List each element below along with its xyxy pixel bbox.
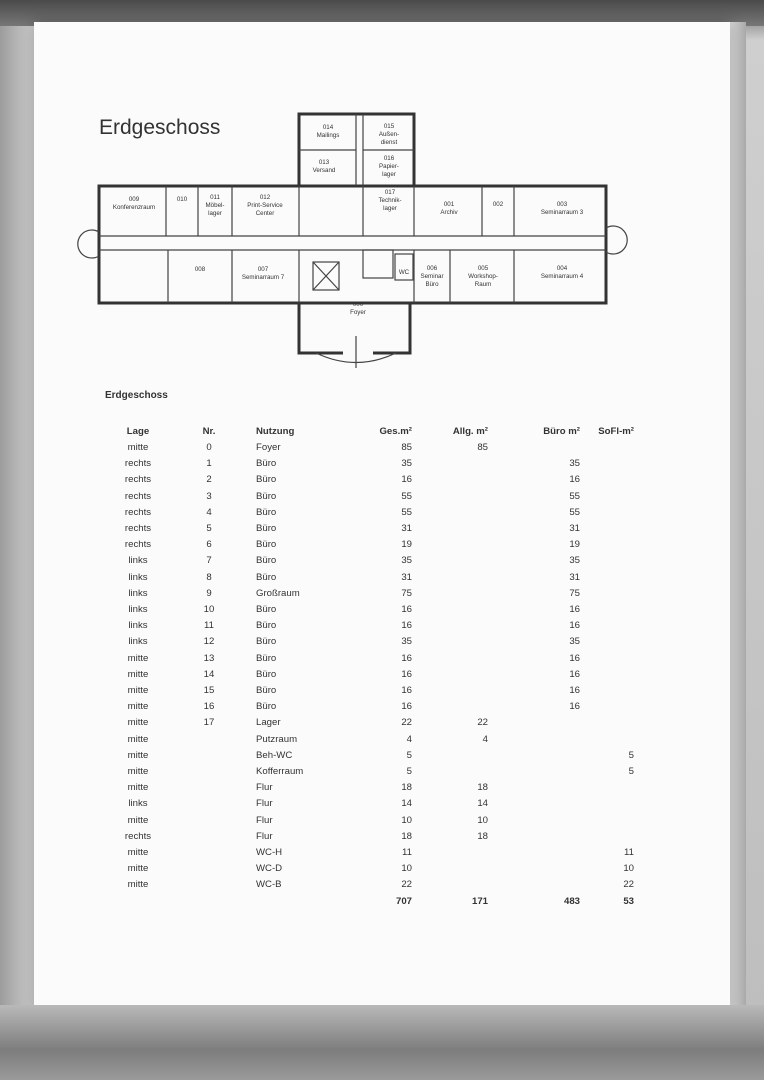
cell-allg: 171: [471, 895, 488, 907]
cell-nutzung: Flur: [256, 798, 273, 810]
cell-allg: 18: [477, 782, 488, 794]
cell-nutzung: Lager: [256, 717, 281, 729]
cell-buero: 16: [569, 474, 580, 486]
cell-sofl: 53: [623, 895, 634, 907]
cell-buero: [488, 764, 580, 780]
cell-lage: mitte: [127, 717, 149, 729]
header-ges: Ges.m²: [379, 426, 412, 437]
room-label-010: 010: [176, 196, 188, 203]
cell-lage: links: [128, 620, 148, 632]
table-row: [110, 651, 634, 667]
cell-ges: 35: [401, 555, 412, 567]
cell-nutzung: Büro: [256, 523, 277, 535]
cell-ges: 22: [401, 879, 412, 891]
cell-nr: 14: [203, 668, 215, 680]
cell-nr: 6: [206, 539, 212, 551]
cell-ges: 16: [401, 701, 412, 713]
cell-nutzung: Büro: [256, 555, 277, 567]
cell-allg: [412, 456, 488, 472]
cell-sofl: 5: [628, 749, 634, 761]
cell-nr: 17: [203, 717, 215, 729]
cell-sofl: [580, 780, 634, 796]
cell-lage: links: [128, 555, 148, 567]
cell-ges: 10: [401, 863, 412, 875]
table-row: [110, 845, 634, 861]
cell-lage: mitte: [127, 652, 149, 664]
cell-buero: 55: [569, 490, 580, 502]
cell-buero: [488, 861, 580, 877]
cell-sofl: 10: [623, 863, 634, 875]
cell-allg: [412, 570, 488, 586]
table-row: [110, 602, 634, 618]
room-label-003: 003: [556, 201, 568, 208]
cell-nr: [166, 894, 252, 910]
cell-allg: [412, 634, 488, 650]
cell-ges: 19: [401, 539, 412, 551]
cell-allg: [412, 877, 488, 893]
cell-allg: [412, 472, 488, 488]
cell-ges: 16: [401, 620, 412, 632]
cell-buero: [488, 845, 580, 861]
cell-sofl: [580, 618, 634, 634]
cell-nr: [166, 861, 252, 877]
cell-buero: 75: [569, 587, 580, 599]
cell-lage: rechts: [124, 506, 152, 518]
svg-text:004Seminarraum 4: 004 Seminarraum 4: [540, 265, 584, 280]
cell-allg: [412, 667, 488, 683]
cell-buero: 16: [569, 604, 580, 616]
cell-nutzung: Büro: [256, 652, 277, 664]
room-label-001: 001: [443, 201, 455, 208]
section-title: Erdgeschoss: [105, 390, 168, 401]
cell-allg: [412, 537, 488, 553]
cell-nr: [166, 813, 252, 829]
cell-nutzung: Foyer: [256, 442, 281, 453]
cell-allg: 22: [477, 717, 488, 729]
cell-lage: rechts: [124, 830, 152, 842]
floor-plan: [72, 100, 652, 370]
cell-allg: 85: [477, 442, 488, 453]
cell-allg: [412, 553, 488, 569]
cell-sofl: [580, 683, 634, 699]
header-allg: Allg. m²: [452, 426, 488, 437]
cell-allg: [412, 618, 488, 634]
cell-allg: 14: [477, 798, 488, 810]
cell-lage: mitte: [127, 847, 149, 859]
cell-lage: mitte: [127, 879, 149, 891]
table-row: [110, 699, 634, 715]
cell-sofl: [580, 602, 634, 618]
cell-lage: mitte: [127, 668, 149, 680]
cell-buero: [488, 732, 580, 748]
cell-buero: [488, 715, 580, 731]
cell-buero: 16: [569, 620, 580, 632]
cell-nr: 4: [206, 506, 212, 518]
cell-sofl: [580, 667, 634, 683]
svg-text:016Papier-lager: 016 Papier-lager: [379, 155, 399, 178]
cell-nr: 13: [203, 652, 215, 664]
svg-text:010: [177, 196, 188, 203]
cell-sofl: [580, 699, 634, 715]
cell-lage: links: [128, 587, 148, 599]
cell-lage: links: [128, 798, 148, 810]
cell-lage: rechts: [124, 490, 152, 502]
cell-ges: 5: [406, 766, 412, 778]
table-row: [110, 505, 634, 521]
cell-nutzung: Büro: [256, 668, 277, 680]
cell-nutzung: Büro: [256, 506, 277, 518]
table-row: [110, 667, 634, 683]
cell-lage: mitte: [127, 863, 149, 875]
cell-buero: 35: [569, 636, 580, 648]
table-row: [110, 813, 634, 829]
cell-ges: 14: [401, 798, 412, 810]
svg-text:013Versand: 013 Versand: [312, 159, 336, 174]
cell-nr: [166, 845, 252, 861]
cell-buero: 16: [569, 668, 580, 680]
cell-nr: 11: [204, 620, 214, 632]
cell-ges: 16: [401, 652, 412, 664]
svg-text:002: [493, 201, 504, 208]
cell-nr: 15: [203, 685, 215, 697]
cell-lage: links: [128, 604, 148, 616]
cell-ges: 16: [401, 685, 412, 697]
cell-sofl: [580, 813, 634, 829]
cell-lage: mitte: [127, 733, 149, 745]
header-nutzung: Nutzung: [256, 426, 295, 437]
room-label-008: 008: [194, 266, 206, 273]
cell-lage: mitte: [127, 814, 149, 826]
cell-allg: [412, 521, 488, 537]
cell-nutzung: Büro: [256, 458, 277, 470]
table-row: [110, 829, 634, 845]
cell-nutzung: Büro: [256, 604, 277, 616]
table-row: [110, 521, 634, 537]
svg-text:009Konferenzraum: 009 Konferenzraum: [112, 196, 156, 211]
svg-text:000Foyer: 000 Foyer: [350, 301, 366, 316]
table-row: [110, 780, 634, 796]
cell-lage: links: [128, 636, 148, 648]
cell-allg: [412, 861, 488, 877]
room-label-012: 012: [259, 194, 271, 201]
table-row: [110, 634, 634, 650]
cell-nutzung: WC-D: [256, 863, 283, 875]
room-label-002: 002: [492, 201, 504, 208]
table-row: [110, 456, 634, 472]
cell-ges: 85: [401, 442, 412, 453]
cell-ges: 18: [401, 782, 412, 794]
cell-lage: rechts: [124, 474, 152, 486]
table-row: [110, 796, 634, 812]
cell-nr: 12: [203, 636, 215, 648]
cell-sofl: [580, 586, 634, 602]
cell-allg: [412, 699, 488, 715]
cell-nr: [166, 764, 252, 780]
cell-allg: [412, 748, 488, 764]
cell-nr: [166, 732, 252, 748]
table-row: [110, 877, 634, 893]
svg-text:005Workshop-Raum: 005 Workshop-Raum: [468, 265, 498, 288]
svg-text:WC: [399, 269, 410, 276]
scan-left-shadow: [0, 0, 38, 1080]
cell-ges: 22: [401, 717, 412, 729]
svg-text:001Archiv: 001 Archiv: [440, 201, 458, 216]
table-row: [110, 683, 634, 699]
table-row: [110, 553, 634, 569]
room-label-005: 005: [477, 265, 489, 272]
cell-buero: [488, 796, 580, 812]
svg-text:006SeminarBüro: 006 Seminar Büro: [420, 265, 444, 288]
cell-sofl: [580, 472, 634, 488]
cell-ges: 18: [401, 830, 412, 842]
svg-text:017Technik-lager: 017 Technik-lager: [378, 189, 402, 212]
cell-buero: 35: [569, 555, 580, 567]
cell-sofl: 22: [623, 879, 634, 891]
svg-text:011Möbel-lager: 011 Möbel-lager: [205, 194, 225, 217]
cell-ges: 16: [401, 668, 412, 680]
cell-sofl: 11: [624, 847, 634, 859]
room-label-014: 014: [322, 124, 334, 131]
cell-sofl: [580, 796, 634, 812]
cell-buero: [488, 829, 580, 845]
cell-ges: 16: [401, 604, 412, 616]
cell-nutzung: Büro: [256, 539, 277, 551]
cell-sofl: [580, 570, 634, 586]
room-label-013: 013: [318, 159, 330, 166]
table-row: [110, 586, 634, 602]
room-label-007: 007: [257, 266, 269, 273]
svg-text:012Print-ServiceCenter: 012 Print-Service Center: [247, 194, 283, 217]
room-label-006: 006: [426, 265, 438, 272]
cell-sofl: 5: [628, 766, 634, 778]
cell-allg: 4: [482, 733, 488, 745]
cell-nr: 1: [206, 458, 212, 470]
room-label-000: 000: [352, 301, 364, 308]
table-header-row: [110, 423, 634, 440]
cell-sofl: [580, 505, 634, 521]
cell-nutzung: Flur: [256, 830, 273, 842]
cell-nutzung: Flur: [256, 782, 273, 794]
cell-ges: 11: [402, 847, 412, 859]
room-label-004: 004: [556, 265, 568, 272]
cell-ges: 55: [401, 506, 412, 518]
cell-nr: 9: [206, 587, 212, 599]
cell-ges: 31: [401, 523, 412, 535]
cell-lage: [110, 894, 166, 910]
room-label-011: 011: [210, 194, 220, 201]
table-row: [110, 861, 634, 877]
cell-lage: mitte: [127, 701, 149, 713]
cell-nutzung: Büro: [256, 620, 277, 632]
cell-lage: rechts: [124, 458, 152, 470]
cell-nutzung: Kofferraum: [256, 766, 304, 778]
cell-sofl: [580, 521, 634, 537]
cell-nr: 0: [206, 442, 212, 453]
cell-buero: 35: [569, 458, 580, 470]
cell-buero: 483: [563, 895, 580, 907]
cell-ges: 55: [401, 490, 412, 502]
plan-labels: [113, 123, 584, 316]
cell-buero: 16: [569, 685, 580, 697]
cell-nr: [166, 796, 252, 812]
cell-allg: [412, 683, 488, 699]
cell-allg: [412, 651, 488, 667]
svg-text:007Seminarraum 7: 007 Seminarraum 7: [241, 266, 285, 281]
header-sofl: SoFl-m²: [598, 426, 634, 437]
cell-lage: links: [128, 571, 148, 583]
table-total-row: [110, 894, 634, 910]
cell-buero: [488, 877, 580, 893]
cell-allg: [412, 602, 488, 618]
cell-sofl: [580, 651, 634, 667]
table-row: [110, 748, 634, 764]
cell-allg: 18: [477, 830, 488, 842]
room-label-015: 015: [383, 123, 395, 130]
cell-allg: [412, 845, 488, 861]
cell-allg: 10: [477, 814, 488, 826]
cell-nutzung: Flur: [256, 814, 273, 826]
cell-sofl: [580, 553, 634, 569]
cell-nr: 10: [203, 604, 215, 616]
room-label-016: 016: [383, 155, 395, 162]
svg-text:015Außen-dienst: 015 Außen-dienst: [378, 123, 400, 146]
cell-allg: [412, 586, 488, 602]
cell-nr: 3: [206, 490, 212, 502]
room-label-wc: WC: [398, 269, 410, 276]
cell-nr: [166, 829, 252, 845]
floor-title: Erdgeschoss: [99, 116, 221, 139]
cell-ges: 75: [401, 587, 412, 599]
cell-nr: [166, 780, 252, 796]
cell-nutzung: Büro: [256, 571, 277, 583]
scan-bottom-edge: [0, 1005, 764, 1080]
svg-text:008: [195, 266, 206, 273]
cell-buero: 31: [569, 571, 580, 583]
cell-lage: rechts: [124, 523, 152, 535]
cell-sofl: [580, 537, 634, 553]
cell-nr: [166, 877, 252, 893]
cell-buero: 55: [569, 506, 580, 518]
cell-sofl: [580, 634, 634, 650]
cell-nr: 5: [206, 523, 212, 535]
cell-buero: [488, 440, 580, 456]
cell-ges: 4: [406, 733, 412, 745]
cell-buero: [488, 813, 580, 829]
table-row: [110, 489, 634, 505]
cell-buero: [488, 748, 580, 764]
cell-nr: 8: [206, 571, 212, 583]
cell-nr: 7: [206, 555, 212, 567]
room-label-009: 009: [128, 196, 140, 203]
header-buero: Büro m²: [543, 426, 580, 437]
cell-buero: [488, 780, 580, 796]
table-row: [110, 618, 634, 634]
cell-lage: mitte: [127, 442, 149, 453]
cell-allg: [412, 489, 488, 505]
cell-nr: [166, 748, 252, 764]
cell-buero: 16: [569, 652, 580, 664]
cell-nutzung: WC-B: [256, 879, 282, 891]
cell-nr: 2: [206, 474, 212, 486]
cell-sofl: [580, 829, 634, 845]
svg-text:014Mailings: 014 Mailings: [316, 124, 340, 139]
room-label-017: 017: [384, 189, 396, 196]
cell-ges: 35: [401, 636, 412, 648]
cell-nutzung: [252, 894, 356, 910]
cell-lage: mitte: [127, 685, 149, 697]
cell-ges: 707: [395, 895, 412, 907]
cell-lage: mitte: [127, 766, 149, 778]
table-row: [110, 570, 634, 586]
cell-buero: 31: [569, 523, 580, 535]
cell-lage: mitte: [127, 749, 149, 761]
header-nr: Nr.: [202, 426, 216, 437]
cell-nutzung: Büro: [256, 685, 277, 697]
cell-nutzung: Großraum: [256, 587, 300, 599]
cell-sofl: [580, 440, 634, 456]
cell-nutzung: Büro: [256, 474, 277, 486]
cell-nr: 16: [203, 701, 215, 713]
header-lage: Lage: [126, 426, 150, 437]
cell-nutzung: Beh-WC: [256, 749, 293, 761]
cell-ges: 16: [401, 474, 412, 486]
table-row: [110, 440, 634, 456]
cell-sofl: [580, 489, 634, 505]
cell-sofl: [580, 456, 634, 472]
cell-ges: 10: [401, 814, 412, 826]
cell-nutzung: Büro: [256, 490, 277, 502]
cell-sofl: [580, 715, 634, 731]
cell-buero: 16: [569, 701, 580, 713]
table-row: [110, 715, 634, 731]
cell-lage: rechts: [124, 539, 152, 551]
table-row: [110, 732, 634, 748]
svg-text:003Seminarraum 3: 003 Seminarraum 3: [540, 201, 584, 216]
table-row: [110, 764, 634, 780]
cell-allg: [412, 764, 488, 780]
cell-ges: 31: [401, 571, 412, 583]
cell-nutzung: Büro: [256, 636, 277, 648]
cell-ges: 5: [406, 749, 412, 761]
cell-ges: 35: [401, 458, 412, 470]
table-row: [110, 537, 634, 553]
cell-nutzung: WC-H: [256, 847, 283, 859]
cell-sofl: [580, 732, 634, 748]
room-table: [110, 423, 634, 910]
table-row: [110, 472, 634, 488]
cell-nutzung: Büro: [256, 701, 277, 713]
cell-allg: [412, 505, 488, 521]
cell-buero: 19: [569, 539, 580, 551]
cell-nutzung: Putzraum: [256, 733, 298, 745]
cell-lage: mitte: [127, 782, 149, 794]
